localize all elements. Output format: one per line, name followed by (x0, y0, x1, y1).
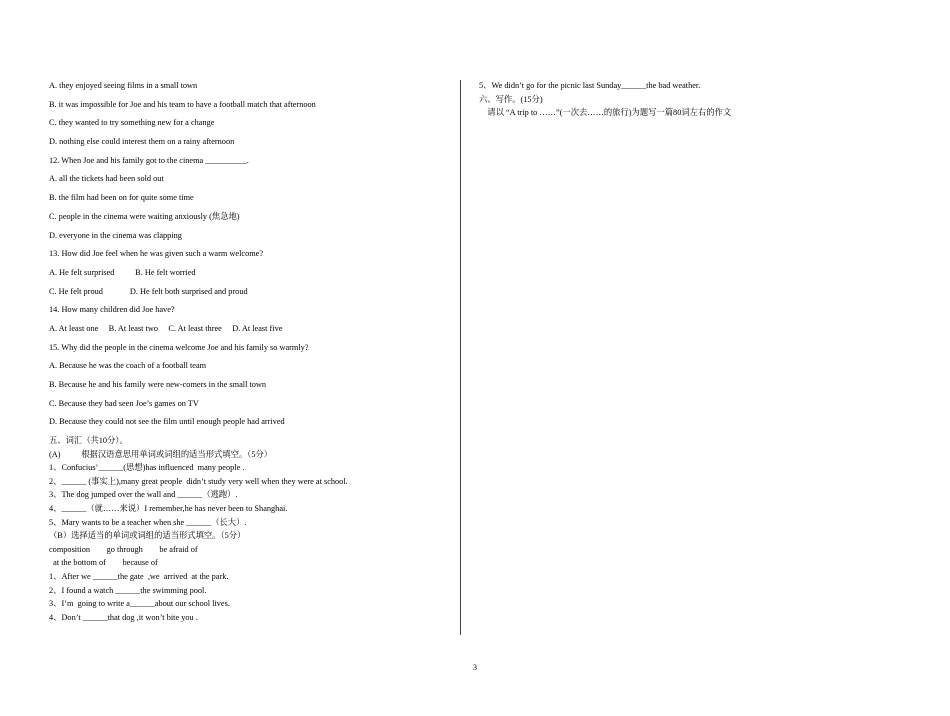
option-line: A. Because he was the coach of a football team (49, 361, 207, 371)
vocab-item: 5、Mary wants to be a teacher when she ______（长大）. (49, 517, 247, 527)
page-number: 3 (473, 663, 477, 672)
option-line: B. the film had been on for quite some time (49, 193, 194, 203)
option-line: A. all the tickets had been sold out (49, 174, 164, 184)
option-line: A. At least one B. At least two C. At least three D. At least five (49, 323, 283, 333)
option-line: C. people in the cinema were waiting anxiously (焦急地) (49, 211, 240, 221)
reading-questions (49, 80, 454, 435)
option-line: A. they enjoyed seeing films in a small town (49, 81, 198, 90)
left-column (49, 80, 454, 625)
right-column (479, 80, 909, 121)
option-line: B. it was impossible for Joe and his team to have a football match that afternoon (49, 99, 316, 109)
part-a-instructions: (A) 根据汉语意思用单词或词组的适当形式填空。（5分） (49, 449, 273, 459)
option-line: A. He felt surprised B. He felt worried (49, 267, 196, 277)
vocab-item: 4、Don’t ______that dog ,it won’t bite you . (49, 612, 198, 622)
vocab-item: 2、______ (事实上),many great people didn’t study very well when they were at school. (49, 476, 348, 486)
option-line: B. Because he and his family were new-comers in the small town (49, 380, 267, 389)
question-13: 13. How did Joe feel when he was given such a warm welcome? (49, 249, 264, 259)
option-line: D. Because they could not see the film until enough people had arrived (49, 417, 285, 427)
vocab-item: 4、______（就……来说）I remember,he has never been to Shanghai. (49, 504, 288, 514)
column-divider (460, 80, 461, 635)
question-14: 14. How many children did Joe have? (49, 305, 175, 315)
vocabulary-section (49, 435, 454, 625)
option-line: D. nothing else could interest them on a rainy afternoon (49, 137, 235, 147)
section-heading: 五、词汇（共10分）。 (49, 436, 128, 446)
word-bank: composition go through be afraid of (49, 544, 198, 554)
question-12: 12. When Joe and his family got to the cinema __________. (49, 155, 249, 165)
writing-prompt: 请以 “A trip to ……”(一次去……的旅行)为题写一篇80词左右的作文 (479, 108, 732, 118)
vocab-item: 1、After we ______the gate ,we arrived at the park. (49, 572, 229, 581)
vocab-item: 3、I’m going to write a______about our school lives. (49, 599, 230, 609)
vocab-item: 5、We didn’t go for the picnic last Sunday______the bad weather. (479, 81, 701, 90)
writing-heading: 六、写作。(15分) (479, 94, 543, 104)
option-line: C. He felt proud D. He felt both surprised and proud (49, 286, 248, 296)
vocab-item: 1、Confucius’______(思想)has influenced many people . (49, 463, 245, 473)
question-15: 15. Why did the people in the cinema welcome Joe and his family so warmly? (49, 342, 309, 352)
word-bank: at the bottom of because of (49, 558, 158, 568)
vocab-item: 2、I found a watch ______the swimming pool. (49, 585, 207, 595)
option-line: C. they wanted to try something new for a change (49, 118, 215, 128)
vocab-item: 3、The dog jumped over the wall and ______（逃跑）. (49, 490, 238, 500)
option-line: D. everyone in the cinema was clapping (49, 230, 182, 240)
part-b-instructions: （B）选择适当的单词或词组的适当形式填空。（5分） (49, 531, 246, 541)
option-line: C. Because they had seen Joe’s games on TV (49, 398, 199, 408)
